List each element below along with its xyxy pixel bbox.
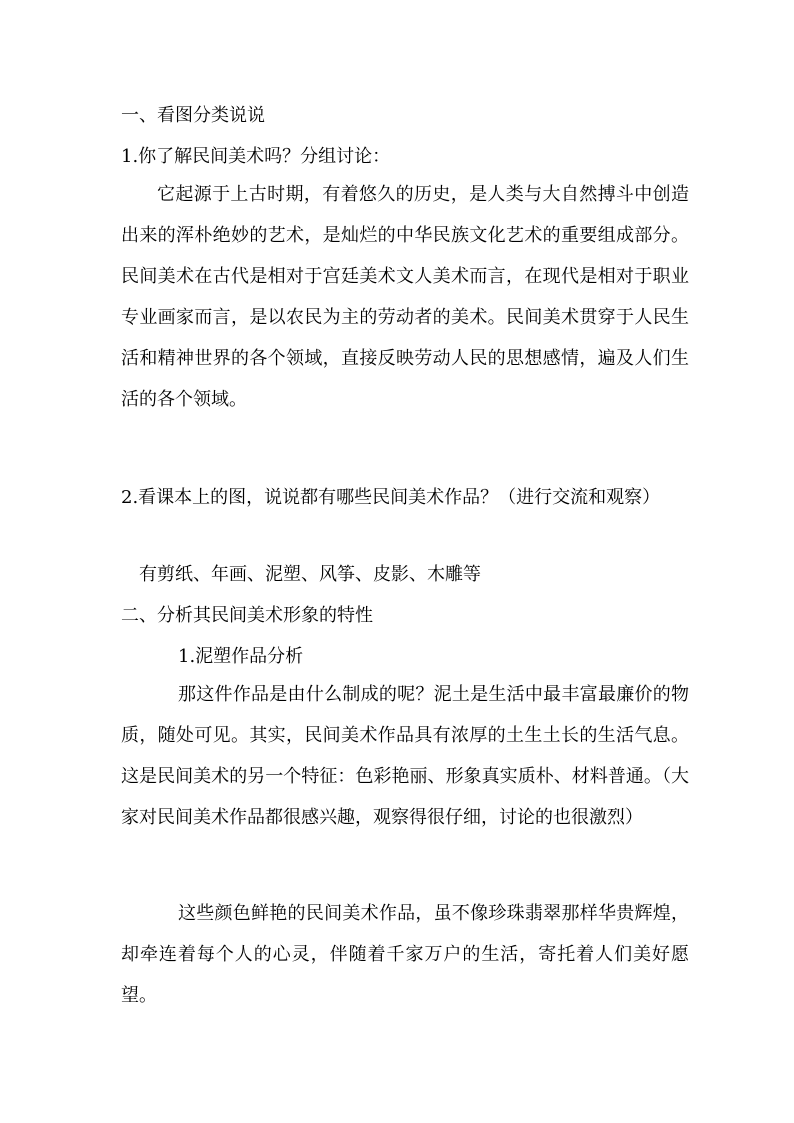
paragraph-clay-analysis: 那这件作品是由什么制成的呢？泥土是生活中最丰富最廉价的物质，随处可见。其实，民间美术作品具有浓厚的土生土长的生活气息。这是民间美术的另一个特征：色彩艳丽、形象真实质朴、材料普通。（大家对民间美术作品都很感兴趣，观察得很仔细，讨论的也很激烈） (121, 684, 689, 828)
question-1: 1.你了解民间美术吗？分组讨论： (121, 146, 391, 167)
paragraph-conclusion: 这些颜色鲜艳的民间美术作品，虽不像珍珠翡翠那样华贵辉煌，却牵连着每个人的心灵，伴随着千家万户的生活，寄托着人们美好愿望。 (121, 903, 689, 1006)
section-2-heading: 二、分析其民间美术形象的特性 (121, 605, 373, 626)
answer-2: 有剪纸、年画、泥塑、风筝、皮影、木雕等 (139, 564, 481, 585)
paragraph-origin: 它起源于上古时期，有着悠久的历史，是人类与大自然搏斗中创造出来的浑朴绝妙的艺术，是灿烂的中华民族文化艺术的重要组成部分。民间美术在古代是相对于宫廷美术文人美术而言，在现代是相对于职业专业画家而言，是以农民为主的劳动者的美术。民间美术贯穿于人民生活和精神世界的各个领域，直接反映劳动人民的思想感情，遍及人们生活的各个领域。 (121, 184, 689, 410)
subsection-clay-sculpture: 1.泥塑作品分析 (178, 646, 304, 667)
section-1-heading: 一、看图分类说说 (121, 105, 265, 126)
question-2: 2.看课本上的图，说说都有哪些民间美术作品？（进行交流和观察） (121, 487, 661, 508)
